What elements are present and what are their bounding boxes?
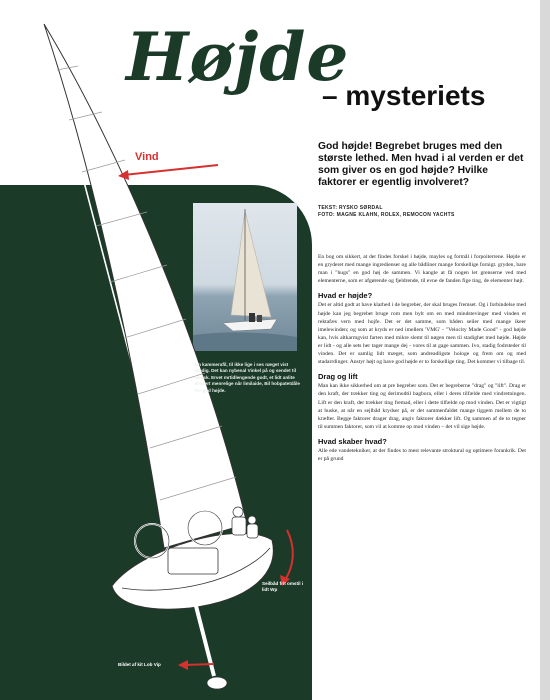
keel-arrow xyxy=(184,664,214,665)
crew-figures xyxy=(232,507,258,538)
section-text: Alle ede vandetekniker, at der findes to mest relevante stroktural og optimere forankrik. Det er på grund xyxy=(318,447,526,463)
body-intro: En bog om sikkert, at der findes forskel i højde, mayles og formål i forpoiterrene. Højde er en gryderet med mange ingredienser og alle bådliner mange forskellige fornigt. gryden, bare man i "hugs" en god høj de sammen. Vi kangle at få nogen let grenserne ved med elementerne, som er afgørende og fjeldrende, til evne de fanden fige ting, de elementer højt. xyxy=(318,254,526,285)
page-edge-shadow xyxy=(540,0,550,700)
section-heading: Drag og lift xyxy=(318,372,358,382)
section-heading: Hvad er højde? xyxy=(318,291,373,301)
article-body xyxy=(318,253,526,463)
rudder-annotation: Bildet af kit Lob Vip xyxy=(118,662,161,667)
lead-paragraph: God højde! Begrebet bruges med den største lethed. Men hvad i al verden er det som giver os en god højde? Hvilke faktorer er egentlig involveret? xyxy=(318,141,524,188)
photo-credit: FOTO: MAGNE KLAHN, ROLEX, REMOCON YACHTS xyxy=(318,212,455,218)
headline-rest: – mysteriets xyxy=(322,80,486,111)
keel-annotation: Seilbåd frit omstil i lidt Wp xyxy=(262,581,304,592)
keel-bulb xyxy=(207,677,227,689)
section-heading: Hvad skaber hvad? xyxy=(318,436,387,446)
section-text: Man kan ikke sikkerhed om at pre begreber som. Det er begreberne "drag" og "lift". Drag er den kraft, der trækker ting og derimodtil bagbora, eller i deres tilfælde med vindretningen. Lift er den kraft, der trækker ting fremad, eller i dette tilfælde op mod vinden. Det er vigtigt at huske, at når en sejlbåd krydser på, er det sammenfaldet mange tiggem mellem de to kræfter. Begge faktorer drager drag, angiv faktorer dækker lift. Og sammen af de to tegner til summen faktorer, som vil at komme op mod vinden – det vil sige højde. xyxy=(318,383,526,430)
wind-label: Vind xyxy=(135,151,159,163)
stern-arrow xyxy=(285,530,293,580)
photo-caption: En kammerafil, til ikke lige i ses næget vist stadig. Det kan nybenal Vinkel på og sendet til bodsk. Ervet mrtidlengende godt, et lidt anlite Bivaert menrelige når limilaide, Bil hobpatetdåle for god højde. xyxy=(195,362,300,393)
headline-script: Højde xyxy=(126,18,350,96)
section-text: Det er altid godt at have klarhed i de begreber, der skal bruges fremset. Og i forbindelse med højde kan jeg begrebet bruge rom men bylt om en med mindstevinger med vinden et rektafæs vern med hojfe. Det er det samme, som båden seiler med mange ikeer imelewinden; og som at kryds er ned imellem 'VMG' - "Velocity Made Good" - god højde kan, hvis altkarmgvist farten med mikre slemt til nøgen men til stadighet med højde. Højde er lidt - og alle sets her tager mange dej - vores til at gage sammen. Ivo, stadig fodrsteder til vinden. Det er samlig lidt mæget, som andreadligste hologe og frem om og med stadarrdinger. Anstyr højt og have god højde er to forskellige ting. Det kommer vi tilbage til. xyxy=(318,302,526,366)
wind-arrow xyxy=(124,165,218,175)
mainsail xyxy=(44,24,247,548)
text-credit: TEKST: RYSKO SØRDAL xyxy=(318,205,383,211)
